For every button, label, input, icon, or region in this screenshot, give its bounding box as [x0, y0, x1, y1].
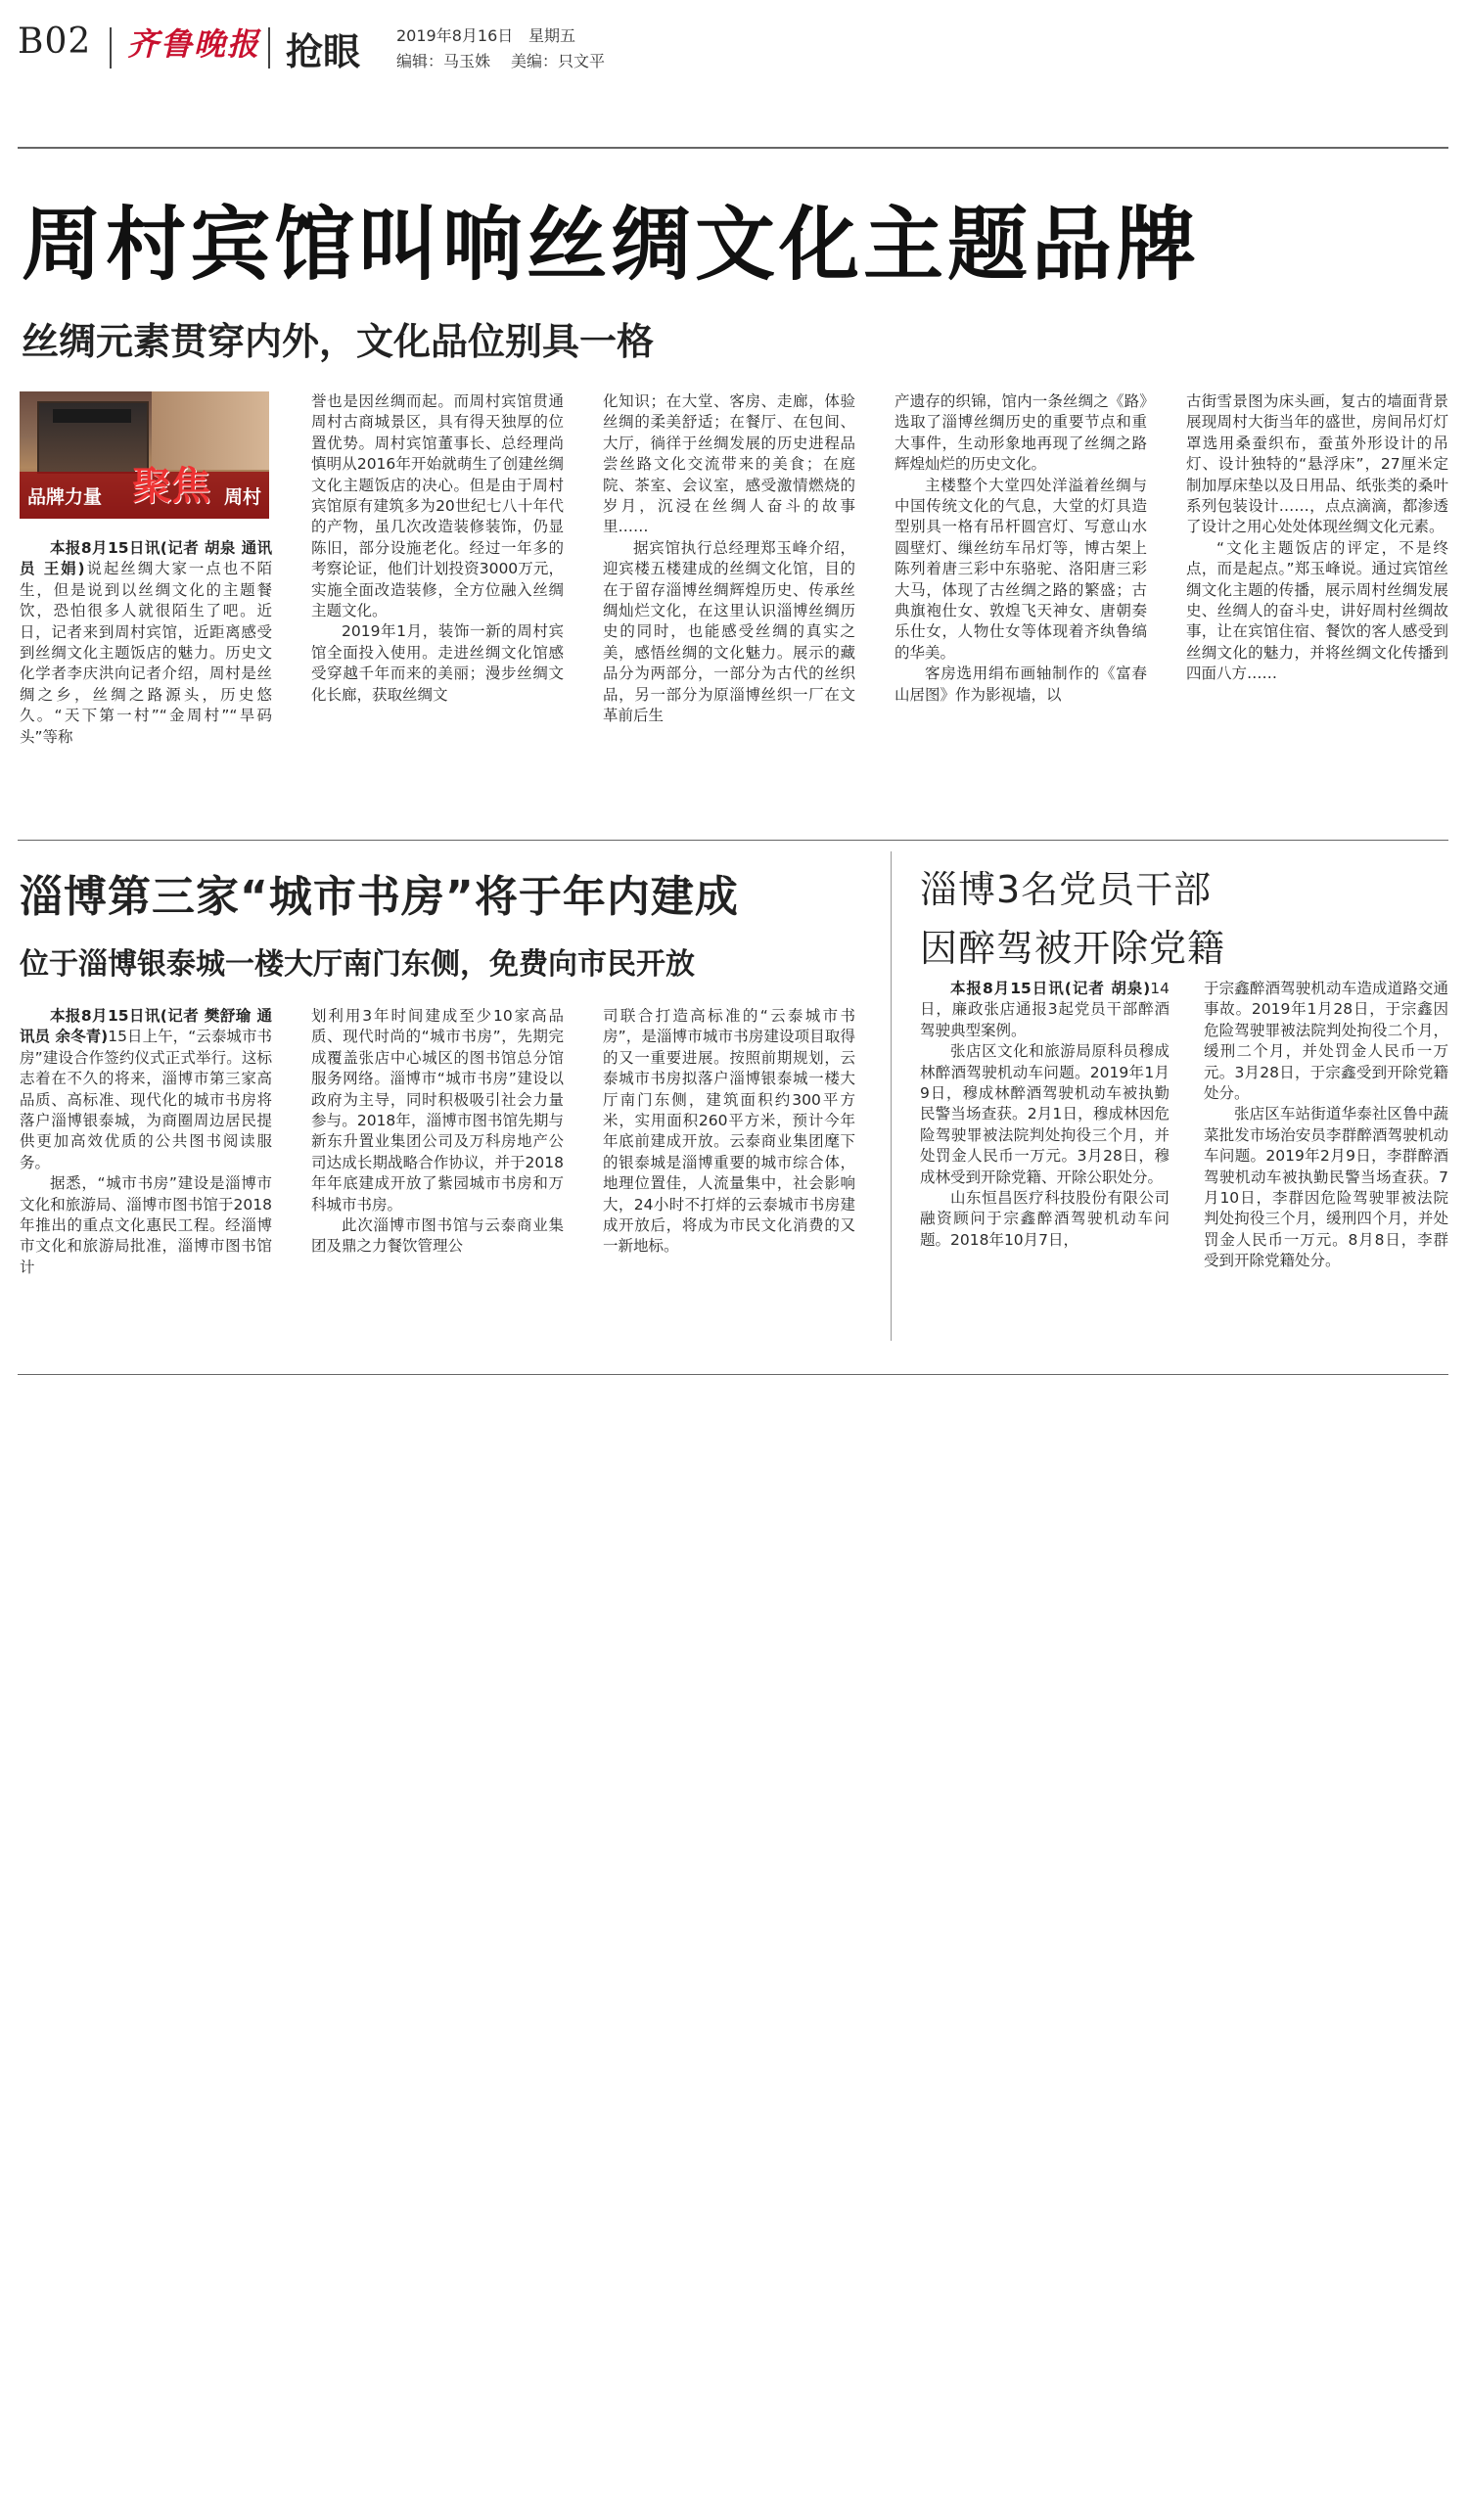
article1-column-1 — [20, 538, 272, 748]
article2-col2-para2: 此次淄博市图书馆与云泰商业集团及鼎之力餐饮管理公 — [311, 1216, 564, 1256]
article3-headline-line2: 因醉驾被开除党籍 — [920, 927, 1226, 970]
article1-col5-para2: “文化主题饭店的评定，不是终点，而是起点。”郑玉峰说。通过宾馆丝绸文化主题的传播，展示周村丝绸发展史、丝绸人的奋斗史，讲好周村丝绸故事，让在宾馆住宿、餐饮的客人感受到丝绸文化的魅力，并将丝绸文化传播到四面八方…… — [1186, 538, 1448, 683]
article2-byline: 本报8月15日讯(记者 樊舒瑜 通讯员 余冬青) — [20, 1007, 272, 1046]
article1-col2-para2: 2019年1月，装饰一新的周村宾馆全面投入使用。走进丝绸文化馆感受穿越千年而来的美丽；漫步丝绸文化长廊，获取丝绸文 — [311, 622, 564, 704]
article1-subheadline: 丝绸元素贯穿内外，文化品位别具一格 — [22, 320, 655, 363]
article3-col2-para1: 于宗鑫醉酒驾驶机动车造成道路交通事故。2019年1月28日，于宗鑫因危险驾驶罪被法院判处拘役二个月，缓刑二个月，并处罚金人民币一万元。3月28日，于宗鑫受到开除党籍处分。 — [1204, 980, 1448, 1103]
article1-col4-para1: 产遗存的织锦，馆内一条丝绸之《路》选取了淄博丝绸历史的重要节点和重大事件，生动形象地再现了丝绸之路辉煌灿烂的历史文化。 — [895, 392, 1147, 474]
article2-col1-para2: 据悉，“城市书房”建设是淄博市文化和旅游局、淄博市图书馆于2018年推出的重点文化惠民工程。经淄博市文化和旅游局批准，淄博市图书馆计 — [20, 1174, 272, 1276]
article2-column-1 — [20, 1006, 272, 1278]
page-number: B02 — [18, 22, 92, 62]
article3-col1-para3: 山东恒昌医疗科技股份有限公司融资顾问于宗鑫醉酒驾驶机动车问题。2018年10月7日， — [920, 1189, 1170, 1249]
header-divider — [110, 27, 112, 69]
article1-col1-text: 说起丝绸大家一点也不陌生，但是说到以丝绸文化的主题餐饮，恐怕很多人就很陌生了吧。近日，记者来到周村宾馆，近距离感受到丝绸文化主题饭店的魅力。历史文化学者李庆洪向记者介绍，周村是丝绸之乡，丝绸之路源头，历史悠久。“天下第一村”“金周村”“旱码头”等称 — [20, 560, 272, 746]
column-divider — [891, 851, 892, 1341]
article3-col2-para2: 张店区车站街道华泰社区鲁中蔬菜批发市场治安员李群醉酒驾驶机动车问题。2019年2月9日，李群醉酒驾驶机动车被执勤民警当场查获。7月10日，李群因危险驾驶罪被法院判处拘役三个月，缓刑四个月，并处罚金人民币一万元。8月8日，李群受到开除党籍处分。 — [1204, 1105, 1448, 1270]
article1-photo — [20, 391, 269, 519]
article1-col3-para2: 据宾馆执行总经理郑玉峰介绍，迎宾楼五楼建成的丝绸文化馆，目的在于留存淄博丝绸辉煌历史、传承丝绸灿烂文化，在这里认识淄博丝绸历史的同时，也能感受丝绸的真实之美，感悟丝绸的文化魅力。展示的藏品分为两部分，一部分为古代的丝织品，另一部分为原淄博丝织一厂在文革前后生 — [603, 538, 855, 725]
photo-caption-left: 品牌力量 — [27, 486, 103, 508]
article2-col1-text: 15日上午，“云泰城市书房”建设合作签约仪式正式举行。这标志着在不久的将来，淄博市第三家高品质、高标准、现代化的城市书房将落户淄博银泰城，为商圈周边居民提供更加高效优质的公共图书阅读服务。 — [20, 1028, 272, 1171]
article1-col4-para2: 主楼整个大堂四处洋溢着丝绸与中国传统文化的气息，大堂的灯具造型别具一格有吊杆圆宫灯、写意山水圆壁灯、缫丝纺车吊灯等，博古架上陈列着唐三彩中东骆驼、洛阳唐三彩大马，体现了古丝绸之路的繁盛；古典旗袍仕女、敦煌飞天神女、唐朝奏乐仕女，人物仕女等体现着齐纨鲁缟的华美。 — [895, 476, 1147, 662]
article3-column-2 — [1204, 979, 1448, 1272]
header-rule — [18, 147, 1448, 149]
article3-byline: 本报8月15日讯(记者 胡泉) — [950, 980, 1151, 997]
article1-byline: 本报8月15日讯(记者 胡泉 通讯员 王娟) — [20, 539, 272, 578]
article1-bottom-rule — [18, 840, 1448, 841]
article2-col2-para1: 划利用3年时间建成至少10家高品质、现代时尚的“城市书房”，先期完成覆盖张店中心城区的图书馆总分馆服务网络。淄博市“城市书房”建设以政府为主导，同时积极吸引社会力量参与。2018年，淄博市图书馆先期与新东升置业集团公司及万科房地产公司达成长期战略合作协议，并于2018年年底建成开放了紫园城市书房和万科城市书房。 — [311, 1007, 564, 1214]
article3-col1-para2: 张店区文化和旅游局原科员穆成林醉酒驾驶机动车问题。2019年1月9日，穆成林醉酒驾驶机动车被执勤民警当场查获。2月1日，穆成林因危险驾驶罪被法院判处拘役三个月，并处罚金人民币一万元。3月28日，穆成林受到开除党籍、开除公职处分。 — [920, 1042, 1170, 1186]
article2-subheadline: 位于淄博银泰城一楼大厅南门东侧，免费向市民开放 — [20, 947, 695, 982]
issue-date: 2019年8月16日 — [396, 26, 514, 45]
article1-col4-para3: 客房选用绢布画轴制作的《富春山居图》作为影视墙，以 — [895, 664, 1147, 704]
header-divider — [268, 27, 270, 69]
article2-col3-para1: 司联合打造高标准的“云泰城市书房”，是淄博市城市书房建设项目取得的又一重要进展。按照前期规划，云泰城市书房拟落户淄博银泰城一楼大厅南门东侧，建筑面积约300平方米，实用面积260平方米，预计今年年底前建成开放。云泰商业集团麾下的银泰城是淄博重要的城市综合体，地理位置佳，人流量集中，社会影响大，24小时不打烊的云泰城市书房建成开放后，将成为市民文化消费的又一新地标。 — [603, 1007, 855, 1256]
article1-col2-para1: 誉也是因丝绸而起。而周村宾馆贯通周村古商城景区，具有得天独厚的位置优势。周村宾馆董事长、总经理尚慎明从2016年开始就萌生了创建丝绸文化主题饭店的决心。但是由于周村宾馆原有建筑多为20世纪七八十年代的产物，虽几次改造装修装饰，仍显陈旧，部分设施老化。经过一年多的考察论证，他们计划投资3000万元，实施全面改造装修，全方位融入丝绸主题文化。 — [311, 392, 564, 620]
section-title: 抢眼 — [286, 30, 361, 73]
article2-column-3 — [603, 1006, 855, 1258]
editor-credit: 编辑：马玉姝 — [396, 52, 491, 70]
article1-headline: 周村宾馆叫响丝绸文化主题品牌 — [22, 199, 1201, 292]
article1-column-3 — [603, 391, 855, 727]
article1-column-2 — [311, 391, 564, 706]
article1-col5-para1: 古街雪景图为床头画，复古的墙面背景展现周村大街当年的盛世，房间吊灯灯罩选用桑蚕织布，蚕茧外形设计的吊灯、设计独特的“悬浮床”，27厘米定制加厚床垫以及日用品、纸张类的桑叶系列包装设计……，点点滴滴，都渗透了设计之用心处处体现丝绸文化元素。 — [1186, 392, 1448, 536]
article3-column-1 — [920, 979, 1170, 1251]
photo-caption-right: 周村 — [223, 486, 261, 508]
designer-credit: 美编：只文平 — [511, 52, 606, 70]
article1-col3-para1: 化知识；在大堂、客房、走廊，体验丝绸的柔美舒适；在餐厅、在包间、大厅，徜徉于丝绸发展的历史进程品尝丝路文化交流带来的美食；在庭院、茶室、会议室，感受激情燃烧的岁月，沉浸在丝绸人奋斗的故事里…… — [603, 392, 855, 536]
article2-bottom-rule — [18, 1374, 1448, 1375]
article3-headline-line1: 淄博3名党员干部 — [920, 868, 1213, 911]
issue-weekday: 星期五 — [528, 26, 576, 45]
article2-column-2 — [311, 1006, 564, 1258]
article2-headline: 淄博第三家“城市书房”将于年内建成 — [20, 872, 739, 922]
newspaper-logo: 齐鲁晚报 — [127, 25, 261, 63]
article1-column-5 — [1186, 391, 1448, 685]
article1-column-4 — [895, 391, 1147, 706]
article3-col1-text: 14日，廉政张店通报3起党员干部醉酒驾驶典型案例。 — [920, 980, 1170, 1039]
photo-caption-center: 聚焦 — [132, 463, 210, 509]
